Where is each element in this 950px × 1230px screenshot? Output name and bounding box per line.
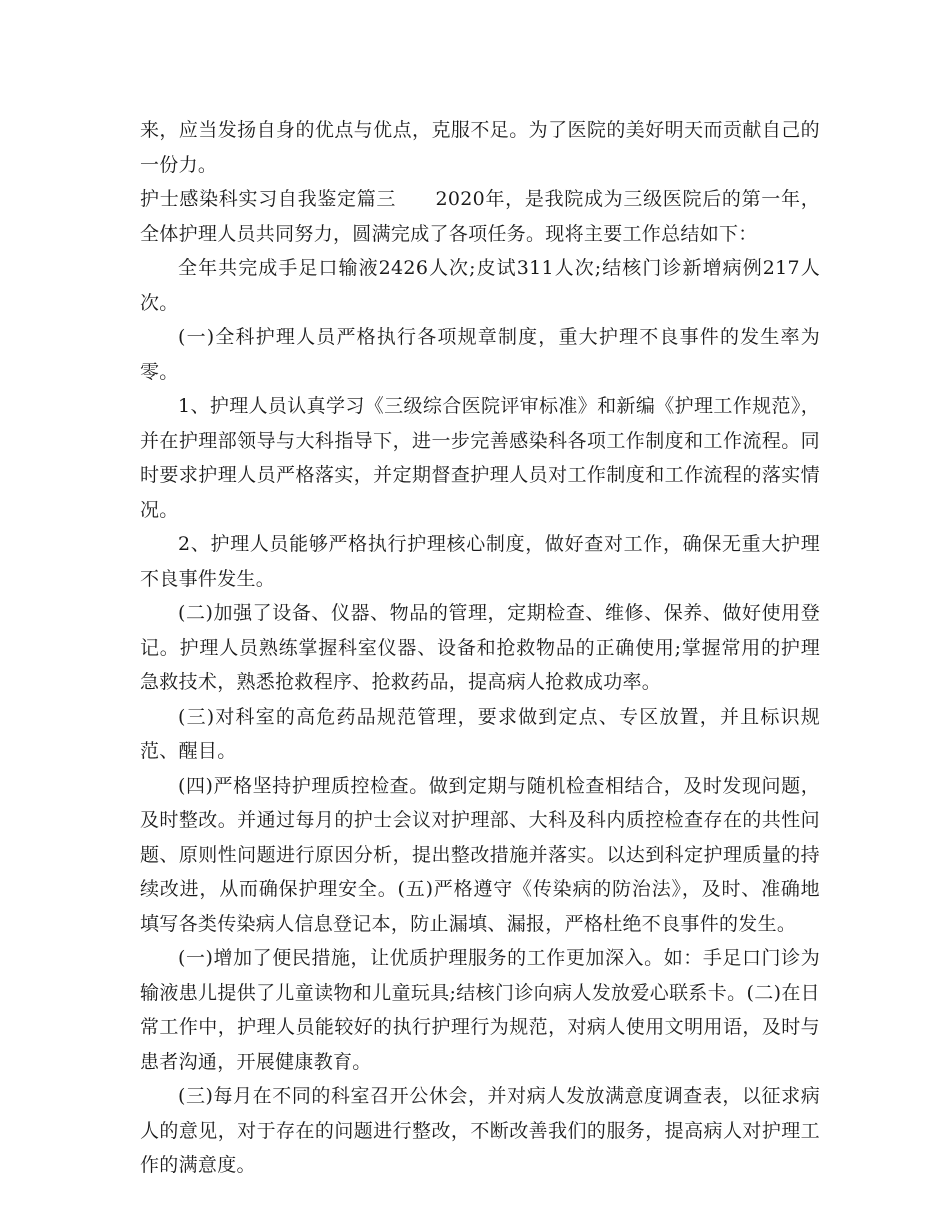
paragraph-2: 护士感染科实习自我鉴定篇三 2020年，是我院成为三级医院后的第一年，全体护理人员共同努力，圆满完成了各项任务。现将主要工作总结如下： bbox=[140, 188, 820, 245]
paragraph-4: (一)全科护理人员严格执行各项规章制度，重大护理不良事件的发生率为零。 bbox=[140, 326, 820, 383]
paragraph-6: 2、护理人员能够严格执行护理核心制度，做好查对工作，确保无重大护理不良事件发生。 bbox=[140, 533, 820, 590]
paragraph-10: (一)增加了便民措施，让优质护理服务的工作更加深入。如：手足口门诊为输液患儿提供了儿童读物和儿童玩具;结核门诊向病人发放爱心联系卡。(二)在日常工作中，护理人员能较好的执行护理行为规范，对病人使用文明用语，及时与患者沟通，开展健康教育。 bbox=[140, 947, 820, 1073]
paragraph-5: 1、护理人员认真学习《三级综合医院评审标准》和新编《护理工作规范》，并在护理部领导与大科指导下，进一步完善感染科各项工作制度和工作流程。同时要求护理人员严格落实，并定期督查护理人员对工作制度和工作流程的落实情况。 bbox=[140, 395, 820, 521]
paragraph-7: (二)加强了设备、仪器、物品的管理，定期检查、维修、保养、做好使用登记。护理人员熟练掌握科室仪器、设备和抢救物品的正确使用;掌握常用的护理急救技术，熟悉抢救程序、抢救药品，提高病人抢救成功率。 bbox=[140, 602, 820, 693]
document-body bbox=[140, 113, 820, 1183]
paragraph-8: (三)对科室的高危药品规范管理，要求做到定点、专区放置，并且标识规范、醒目。 bbox=[140, 705, 820, 762]
paragraph-9: (四)严格坚持护理质控检查。做到定期与随机检查相结合，及时发现问题，及时整改。并通过每月的护士会议对护理部、大科及科内质控检查存在的共性问题、原则性问题进行原因分析，提出整改措施并落实。以达到科定护理质量的持续改进，从而确保护理安全。(五)严格遵守《传染病的防治法》，及时、准确地填写各类传染病人信息登记本，防止漏填、漏报，严格杜绝不良事件的发生。 bbox=[140, 774, 820, 935]
paragraph-1: 来，应当发扬自身的优点与优点，克服不足。为了医院的美好明天而贡献自己的一份力。 bbox=[140, 119, 820, 176]
paragraph-3: 全年共完成手足口输液2426人次;皮试311人次;结核门诊新增病例217人次。 bbox=[140, 257, 820, 314]
paragraph-11: (三)每月在不同的科室召开公休会，并对病人发放满意度调查表，以征求病人的意见，对于存在的问题进行整改，不断改善我们的服务，提高病人对护理工作的满意度。 bbox=[140, 1085, 820, 1176]
